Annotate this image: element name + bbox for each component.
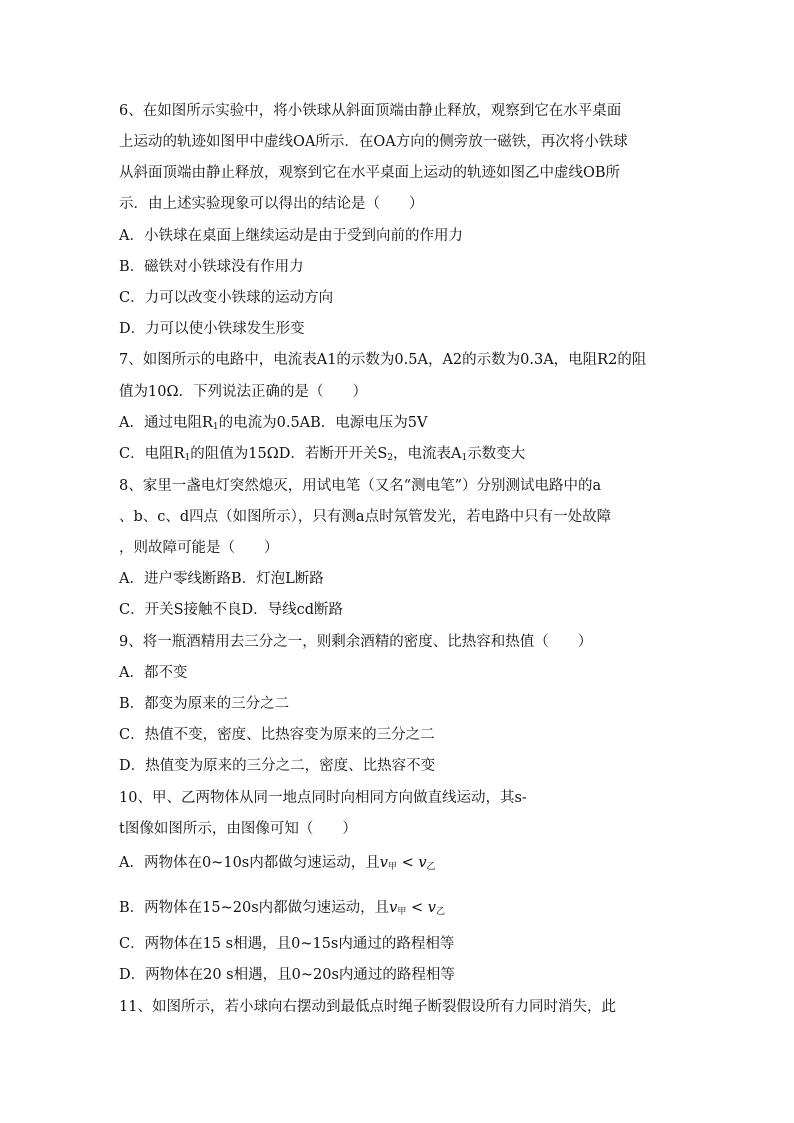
q7-stem-line-2: 值为10Ω．下列说法正确的是（ ） [119, 384, 367, 400]
q6-option-b: B．磁铁对小铁球没有作用力 [119, 259, 304, 275]
q10-option-a [119, 853, 679, 873]
q9-option-d: D．热值变为原来的三分之二，密度、比热容不变 [119, 758, 436, 774]
q7-option-ab [119, 413, 679, 433]
q8-stem-line-1: 8、家里一盏电灯突然熄灭，用试电笔（又名“测电笔”）分别测试电路中的a [119, 478, 602, 494]
q10-b-text: B．两物体在15~20s内都做匀速运动，且 [119, 900, 390, 916]
q7-stem-line-1: 7、如图所示的电路中，电流表A1的示数为0.5A，A2的示数为0.3A，电阻R2的阻 [119, 352, 647, 368]
q10-a-v2: v [418, 855, 427, 871]
q6-option-a: A．小铁球在桌面上继续运动是由于受到向前的作用力 [119, 228, 463, 244]
q11-stem-line-1: 11、如图所示，若小球向右摆动到最低点时绳子断裂假设所有力同时消失，此 [119, 999, 616, 1015]
q6-stem-line-3: 从斜面顶端由静止释放，观察到它在水平桌面上运动的轨迹如图乙中虚线OB所 [119, 165, 621, 181]
q8-stem-line-3: ，则故障可能是（ ） [119, 540, 279, 556]
q10-a-lt: < [396, 855, 419, 871]
q10-b-sub-2: 乙 [435, 907, 445, 917]
q6-stem-line-4: 示．由上述实验现象可以得出的结论是（ ） [119, 196, 424, 212]
q6-option-d: D．力可以使小铁球发生形变 [119, 321, 305, 337]
q8-stem-line-2: 、b、c、d四点（如图所示），只有测a点时氖管发光，若电路中只有一处故障 [119, 509, 612, 525]
q8-option-ab: A．进户零线断路B．灯泡L断路 [119, 571, 324, 587]
q9-option-b: B．都变为原来的三分之二 [119, 696, 290, 712]
q10-a-v1: v [379, 855, 388, 871]
q7-ab-sub-1: 1 [212, 422, 219, 432]
q10-b-v1: v [389, 900, 398, 916]
q7-cd-text-4: 示数变大 [467, 446, 526, 462]
q6-option-c: C．力可以改变小铁球的运动方向 [119, 290, 334, 306]
q7-ab-text-1: A．通过电阻R [119, 415, 213, 431]
q8-option-cd: C．开关S接触不良D．导线cd断路 [119, 602, 344, 618]
q7-cd-sub-3: 1 [461, 453, 468, 463]
q9-option-c: C．热值不变，密度、比热容变为原来的三分之二 [119, 727, 435, 743]
q10-a-sub-1: 甲 [387, 862, 397, 872]
q10-b-lt: < [406, 900, 428, 916]
q10-stem-line-2: t图像如图所示，由图像可知（ ） [119, 821, 357, 837]
q10-option-b [119, 898, 679, 918]
q10-option-c: C．两物体在15 s相遇，且0~15s内通过的路程相等 [119, 936, 455, 952]
q7-cd-text-1: C．电阻R [119, 446, 185, 462]
q7-option-cd [119, 444, 679, 464]
q10-a-sub-2: 乙 [426, 862, 436, 872]
q7-cd-sub-1: 1 [184, 453, 191, 463]
q7-cd-sub-2: 2 [387, 453, 394, 463]
q9-option-a: A．都不变 [119, 665, 188, 681]
q6-stem-line-1: 6、在如图所示实验中，将小铁球从斜面顶端由静止释放，观察到它在水平桌面 [119, 103, 622, 119]
q6-stem-line-2: 上运动的轨迹如图甲中虚线OA所示．在OA方向的侧旁放一磁铁，再次将小铁球 [119, 134, 628, 150]
q7-cd-text-3: ，电流表A [393, 446, 462, 462]
q9-stem-line-1: 9、将一瓶酒精用去三分之一，则剩余酒精的密度、比热容和热值（ ） [119, 634, 593, 650]
q10-b-sub-1: 甲 [397, 907, 407, 917]
q10-a-text: A．两物体在0~10s内都做匀速运动，且 [119, 855, 380, 871]
q7-ab-text-2: 的电流为0.5AB．电源电压为5V [218, 415, 428, 431]
q10-option-d: D．两物体在20 s相遇，且0~20s内通过的路程相等 [119, 967, 455, 983]
q10-stem-line-1: 10、甲、乙两物体从同一地点同时向相同方向做直线运动，其s- [119, 790, 527, 806]
q10-b-v2: v [427, 900, 436, 916]
q7-cd-text-2: 的阻值为15ΩD．若断开开关S [190, 446, 388, 462]
